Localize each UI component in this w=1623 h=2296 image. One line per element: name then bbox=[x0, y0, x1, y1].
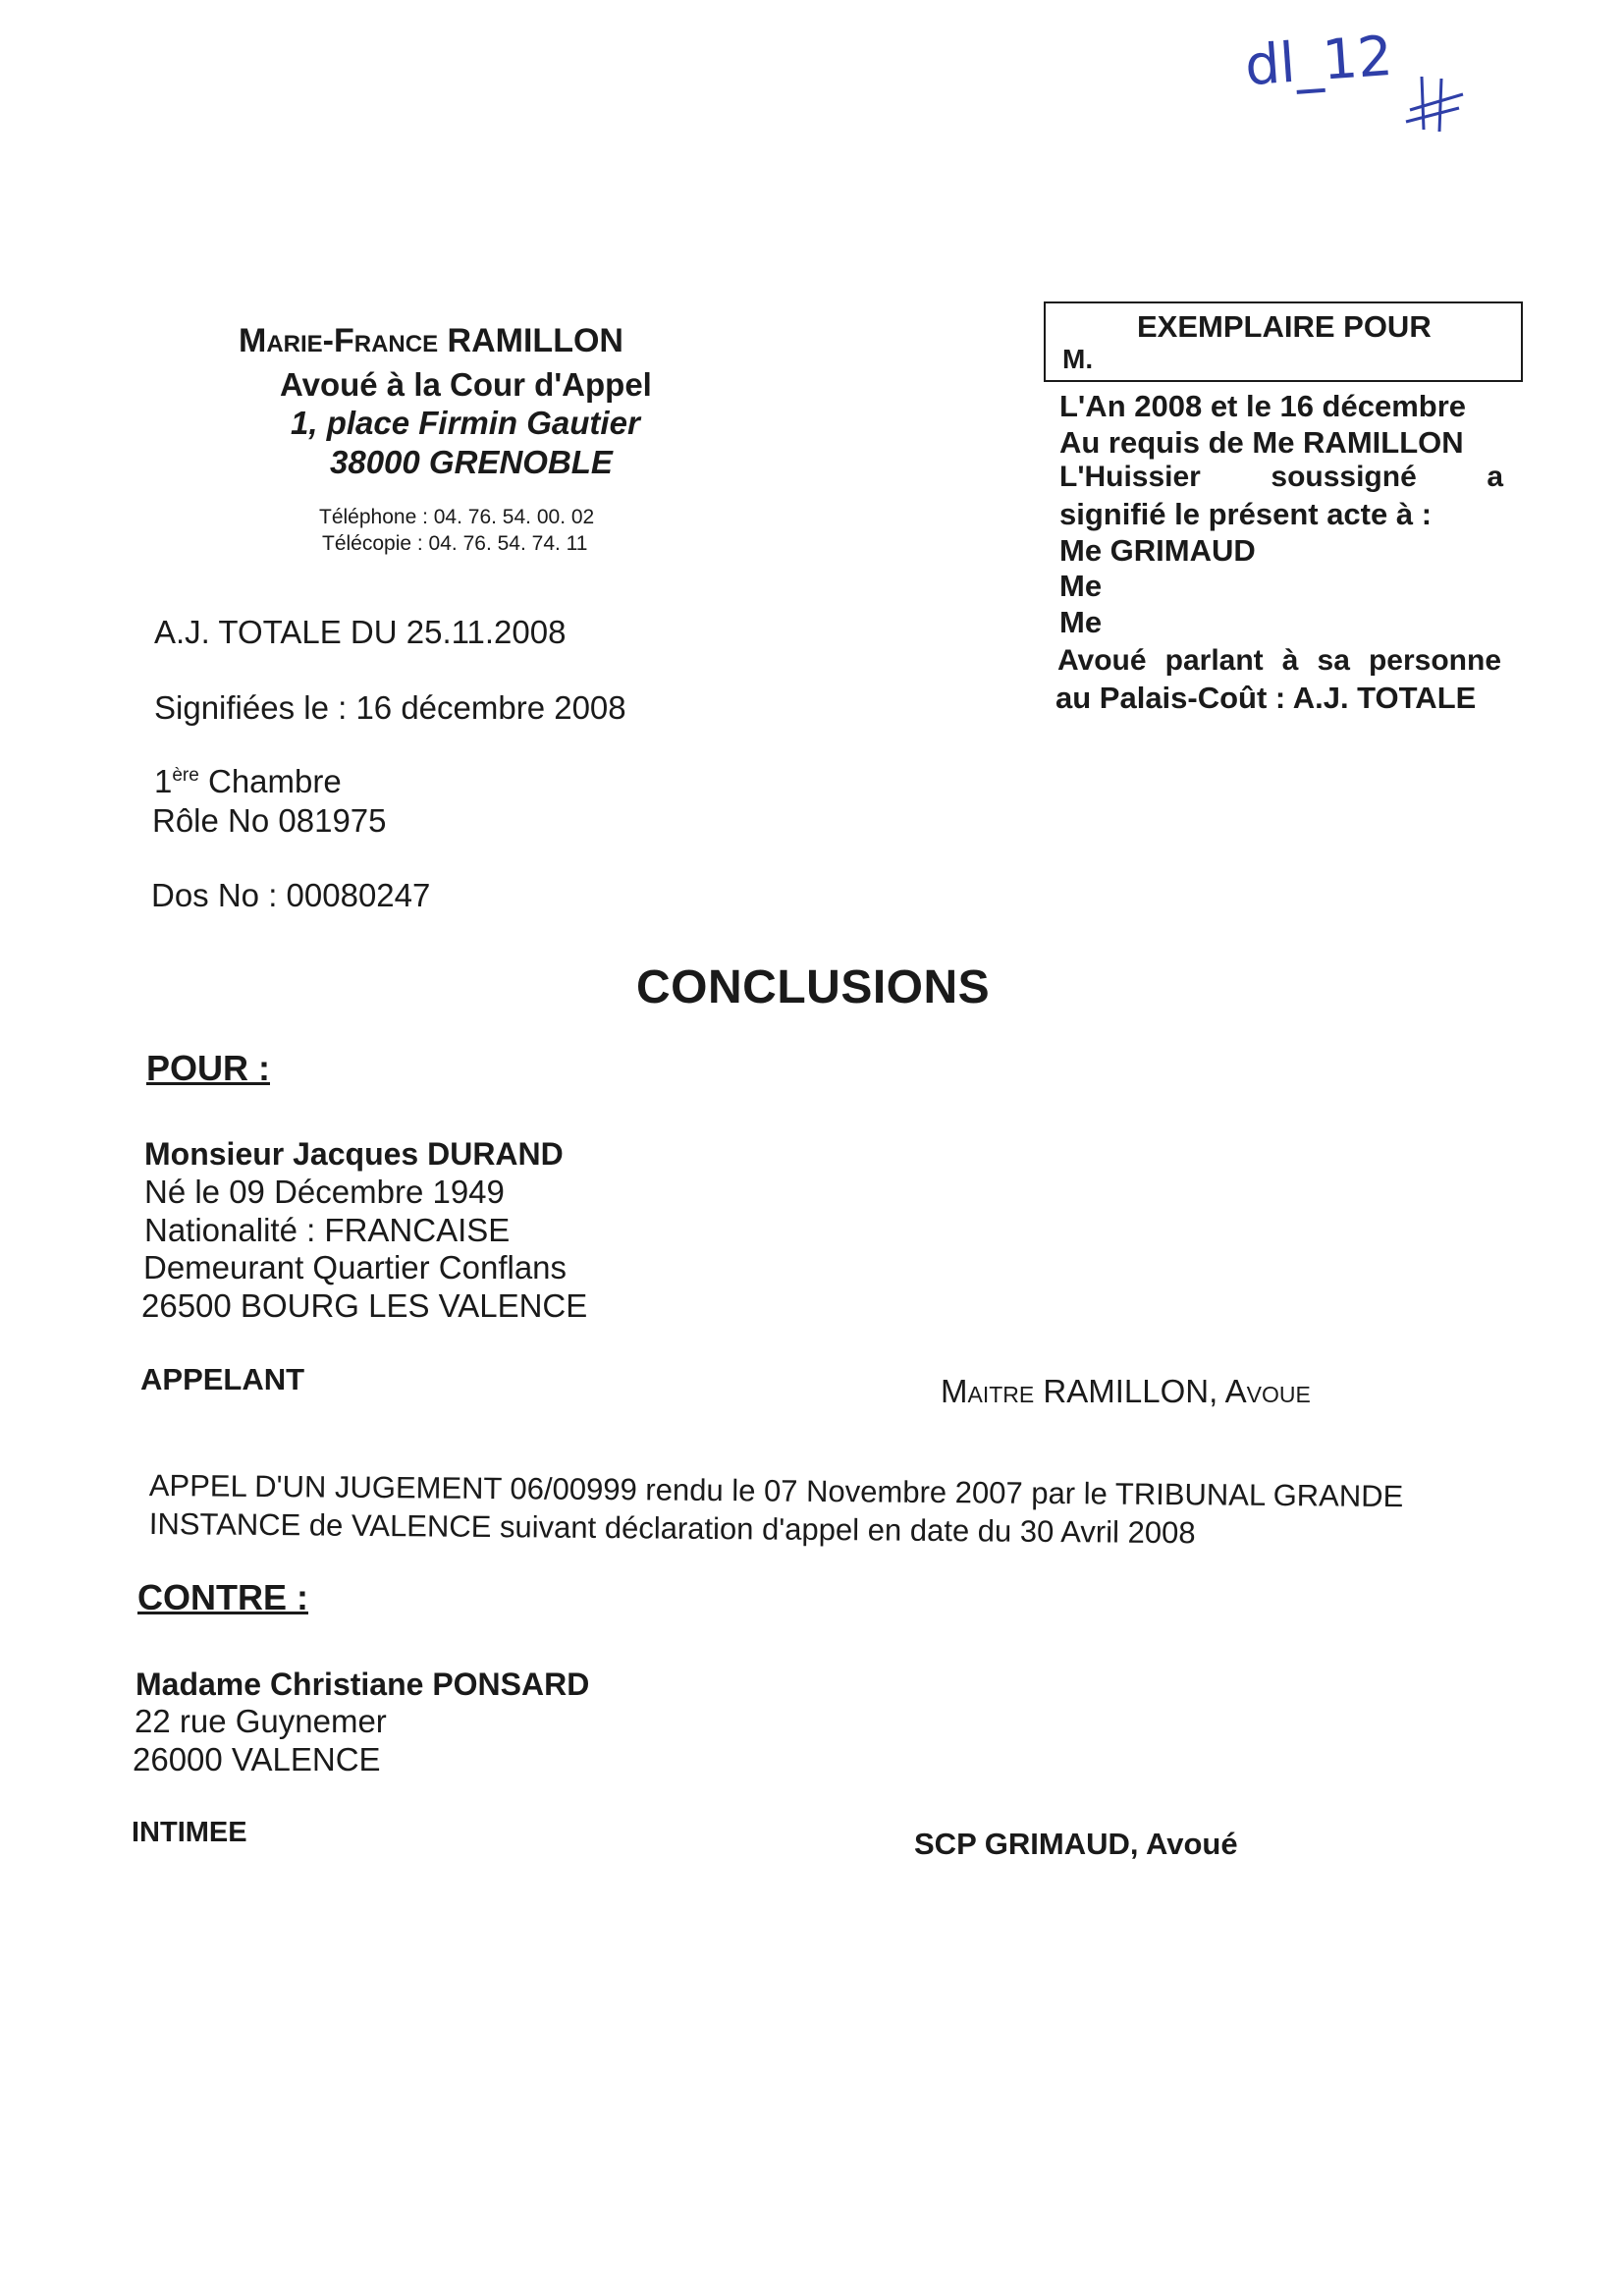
copy-box-recipient: M. bbox=[1062, 344, 1094, 374]
pour-address1: Demeurant Quartier Conflans bbox=[143, 1249, 568, 1285]
copy-box-title: EXEMPLAIRE POUR bbox=[1137, 309, 1432, 344]
service-line: au Palais-Coût : A.J. TOTALE bbox=[1055, 681, 1477, 715]
role-line: Rôle No 081975 bbox=[152, 802, 387, 839]
handwritten-annotation: dl_12 bbox=[1242, 24, 1395, 99]
pour-birth: Né le 09 Décembre 1949 bbox=[144, 1174, 505, 1210]
sender-firstname: Marie-France bbox=[239, 322, 439, 359]
service-line: signifié le présent acte à : bbox=[1059, 497, 1433, 531]
contre-address2: 26000 VALENCE bbox=[133, 1741, 381, 1777]
appeal-line1: APPEL D'UN JUGEMENT 06/00999 rendu le 07 Novembre 2007 par le TRIBUNAL GRANDE bbox=[148, 1468, 1404, 1514]
sender-name bbox=[239, 322, 623, 360]
contre-party-name: Madame Christiane PONSARD bbox=[135, 1667, 590, 1702]
sender-address-line1: 1, place Firmin Gautier bbox=[291, 405, 640, 441]
sender-telecopie: Télécopie : 04. 76. 54. 74. 11 bbox=[322, 532, 588, 555]
chambre-number: 1 bbox=[154, 763, 173, 799]
sender-address-line2: 38000 GRENOBLE bbox=[330, 444, 613, 480]
service-line: L'An 2008 et le 16 décembre bbox=[1059, 389, 1467, 423]
service-line: Me bbox=[1059, 569, 1103, 603]
pour-counsel: Maitre RAMILLON, Avoue bbox=[941, 1373, 1311, 1409]
aj-line: A.J. TOTALE DU 25.11.2008 bbox=[154, 614, 567, 650]
service-line: Au requis de Me RAMILLON bbox=[1059, 425, 1464, 460]
handwritten-mark-icon bbox=[1402, 69, 1471, 137]
chambre-line bbox=[154, 763, 342, 800]
pour-heading: POUR : bbox=[146, 1048, 270, 1088]
chambre-superscript: ère bbox=[172, 765, 199, 786]
appeal-line2: INSTANCE de VALENCE suivant déclaration d'appel en date du 30 Avril 2008 bbox=[148, 1506, 1196, 1551]
service-line: Me GRIMAUD bbox=[1059, 533, 1256, 568]
contre-heading: CONTRE : bbox=[137, 1577, 308, 1617]
contre-role: INTIMEE bbox=[132, 1817, 247, 1848]
service-line: Avoué parlant à sa personne bbox=[1057, 644, 1501, 677]
dossier-line: Dos No : 00080247 bbox=[151, 877, 431, 913]
pour-nationality: Nationalité : FRANCAISE bbox=[144, 1212, 511, 1248]
pour-party-name: Monsieur Jacques DURAND bbox=[144, 1136, 564, 1172]
chambre-label: Chambre bbox=[208, 763, 342, 799]
service-line: L'Huissier soussigné a bbox=[1059, 461, 1503, 493]
service-line: Me bbox=[1059, 605, 1103, 639]
sender-lastname: RAMILLON bbox=[447, 322, 623, 359]
contre-counsel: SCP GRIMAUD, Avoué bbox=[914, 1827, 1238, 1861]
contre-address1: 22 rue Guynemer bbox=[135, 1703, 387, 1739]
sender-title: Avoué à la Cour d'Appel bbox=[280, 366, 652, 403]
pour-role: APPELANT bbox=[140, 1362, 305, 1396]
pour-address2: 26500 BOURG LES VALENCE bbox=[141, 1287, 588, 1324]
signifiees-line: Signifiées le : 16 décembre 2008 bbox=[154, 689, 626, 726]
sender-telephone: Téléphone : 04. 76. 54. 00. 02 bbox=[319, 506, 595, 528]
document-title: CONCLUSIONS bbox=[636, 961, 991, 1013]
